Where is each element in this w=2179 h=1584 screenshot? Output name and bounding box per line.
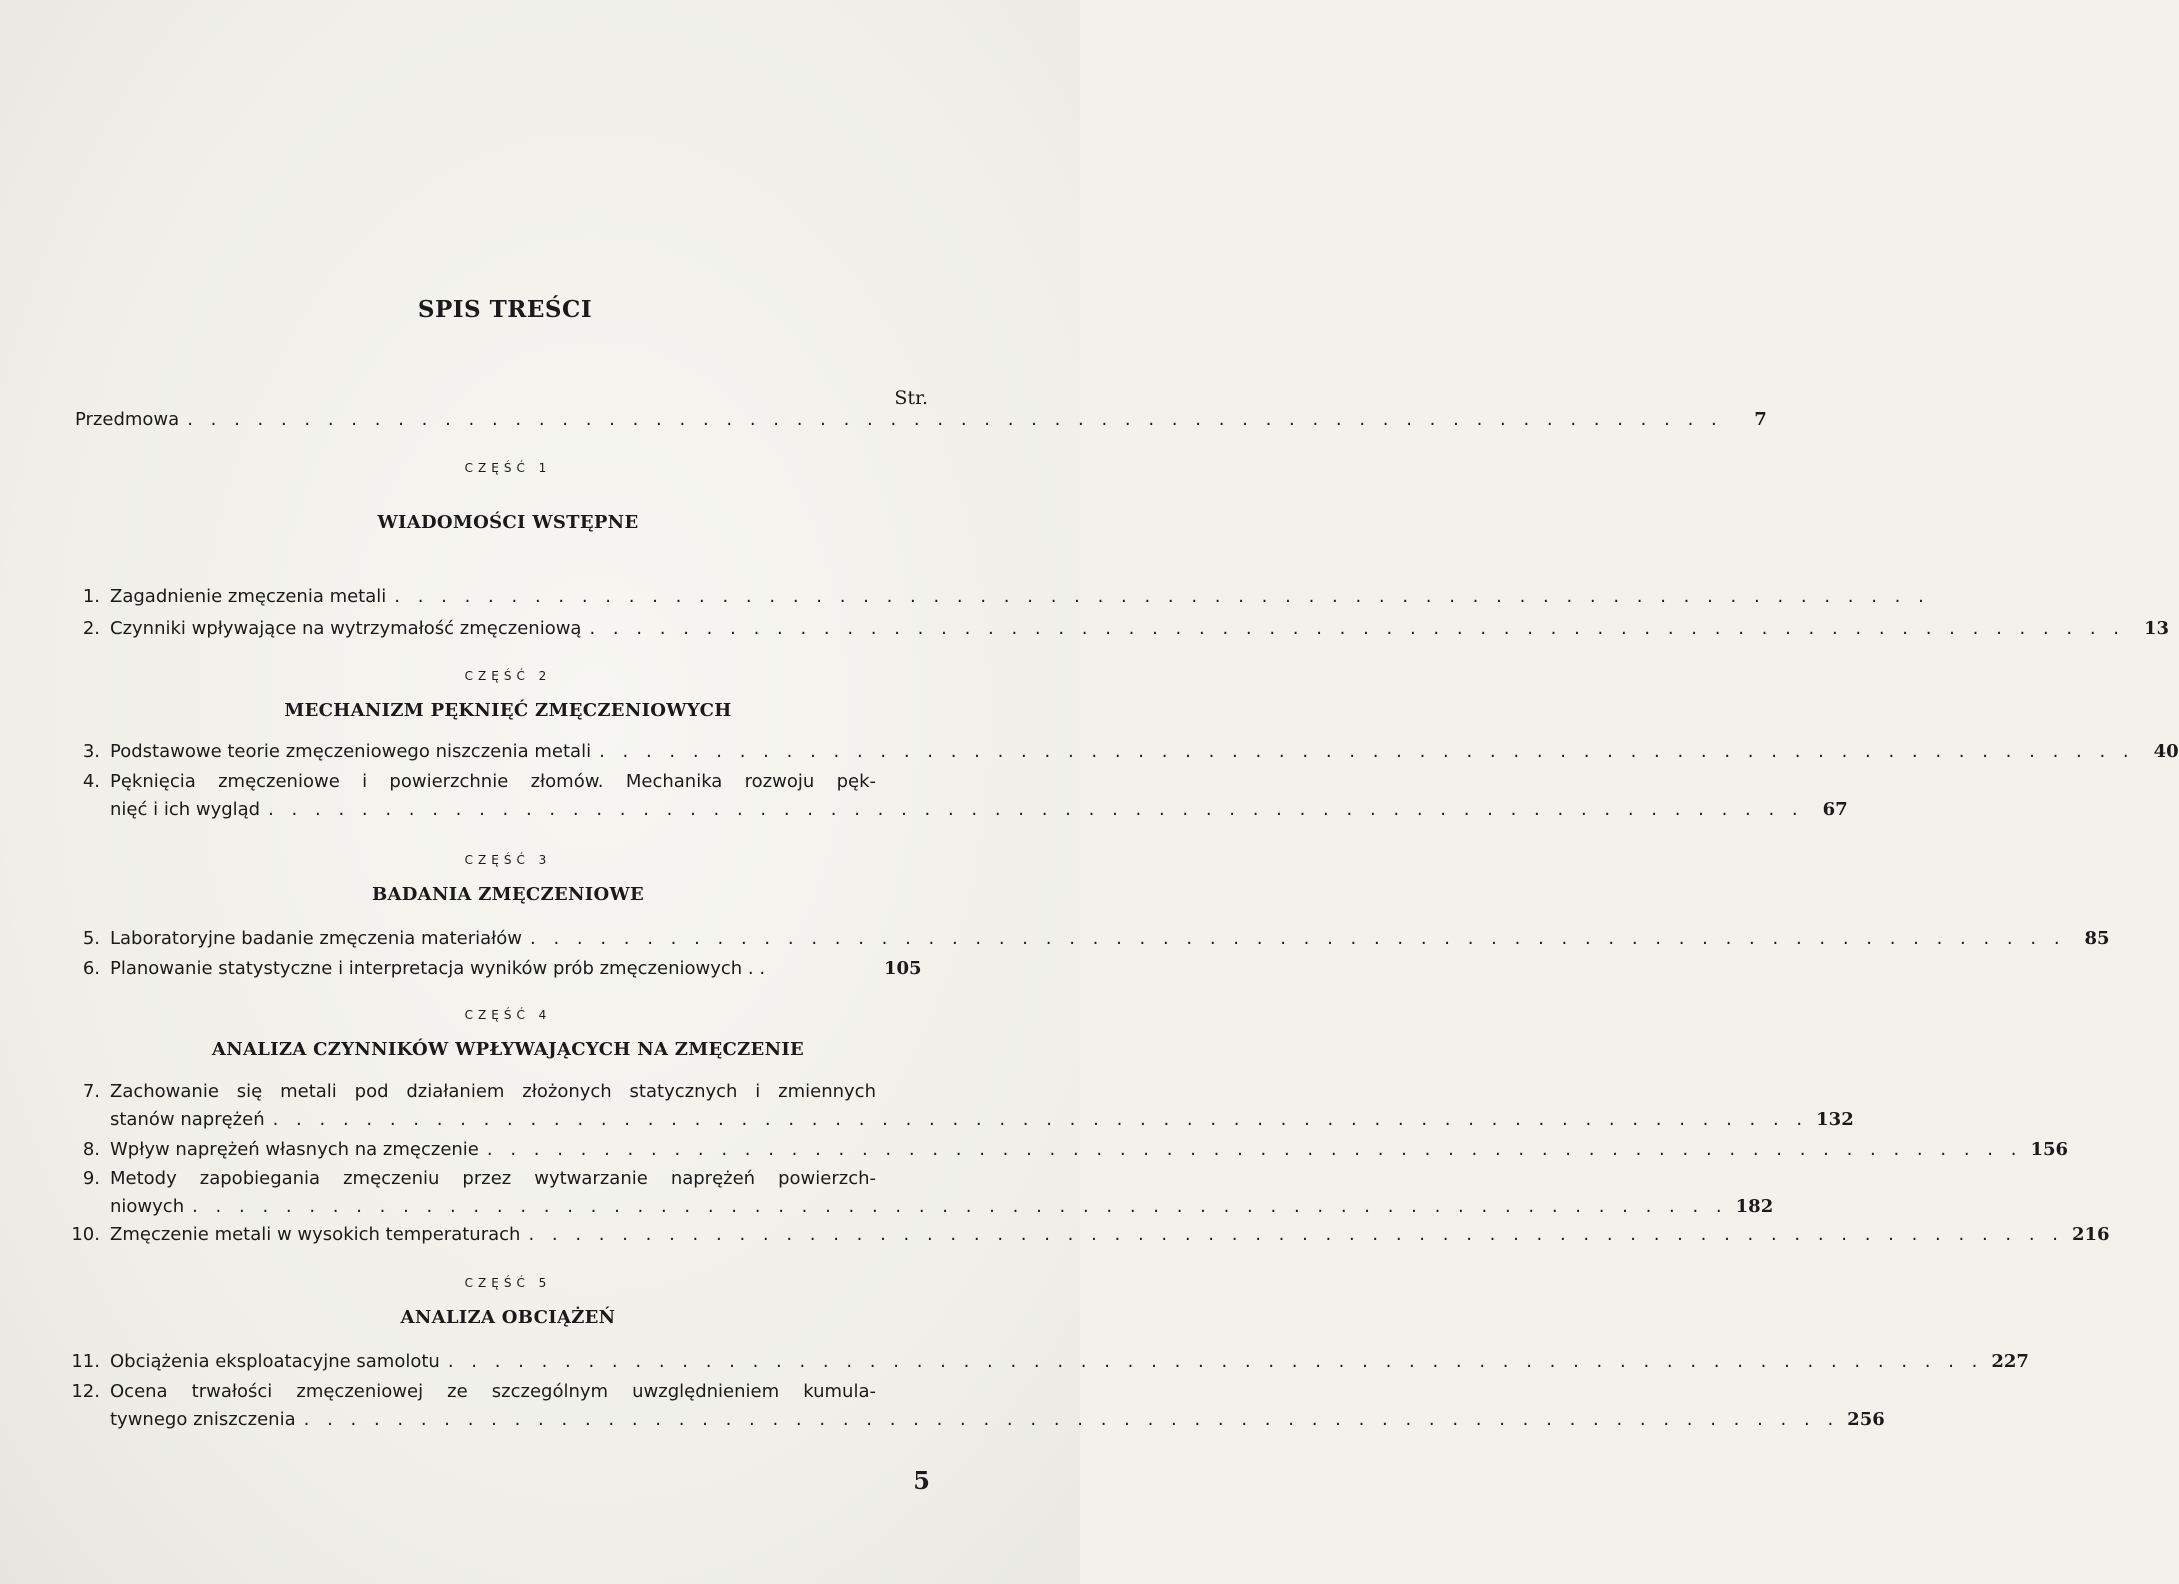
entry-page: 216	[2072, 1224, 2110, 1245]
leader-dots: . . . . . . . . . . . . . . . . . . . . . . . . . . . . . . . . . . . . . . . . . . . . . . . . . . . . . . . . . . . . . . . . . .	[447, 1351, 1984, 1372]
entry-text-continued: nięć i ich wygląd	[110, 799, 261, 820]
entry-number: 8.	[82, 1139, 100, 1160]
page-column-label: Str.	[894, 387, 928, 409]
entry-page: 156	[2030, 1139, 2069, 1160]
entry-text: Laboratoryjne badanie zmęczenia materiałów	[110, 928, 522, 949]
entry-text: Wpływ naprężeń własnych na zmęczenie	[110, 1139, 479, 1160]
entry-text-continued: stanów naprężeń	[110, 1109, 265, 1130]
entry-page: 67	[1822, 799, 1848, 820]
entry-text: Zagadnienie zmęczenia metali	[110, 586, 387, 607]
entry-text: Pęknięcia zmęczeniowe i powierzchnie złomów. Mechanika rozwoju pęk-	[110, 771, 876, 792]
page-title: SPIS TREŚCI	[417, 296, 593, 323]
part-label-5: CZĘŚĆ 5	[464, 1276, 552, 1290]
leader-dots: . . . . . . . . . . . . . . . . . . . . . . . . . . . . . . . . . . . . . . . . . . . . . . . . . . . . . . . . . . . . . . . . . .	[394, 586, 1930, 607]
part-title-3: BADANIA ZMĘCZENIOWE	[371, 884, 645, 905]
part-title-1: WIADOMOŚCI WSTĘPNE	[377, 512, 639, 533]
leader-dots: . . . . . . . . . . . . . . . . . . . . . . . . . . . . . . . . . . . . . . . . . . . . . . . . . . . . . . . . . . . . . . . . . .	[486, 1139, 2023, 1160]
leader-dots: . . . . . . . . . . . . . . . . . . . . . . . . . . . . . . . . . . . . . . . . . . . . . . . . . . . . . . . . . . . . . . . . . .	[268, 799, 1804, 820]
part-label-3: CZĘŚĆ 3	[464, 853, 552, 867]
entry-page: 132	[1816, 1109, 1854, 1130]
entry-text: Planowanie statystyczne i interpretacja wyników prób zmęczeniowych . .	[110, 958, 766, 979]
entry-page: 7	[1754, 409, 1767, 430]
part-label-2: CZĘŚĆ 2	[464, 669, 552, 683]
leader-dots: . . . . . . . . . . . . . . . . . . . . . . . . . . . . . . . . . . . . . . . . . . . . . . . . . . . . . . . . . . . . . . . . . .	[528, 1224, 2064, 1245]
entry-text: Podstawowe teorie zmęczeniowego niszczenia metali	[110, 741, 592, 762]
part-label-1: CZĘŚĆ 1	[464, 461, 552, 475]
entry-text: Obciążenia eksploatacyjne samolotu	[110, 1351, 440, 1372]
entry-text: Czynniki wpływające na wytrzymałość zmęczeniową	[110, 618, 582, 639]
entry-page: 85	[2084, 928, 2110, 949]
entry-number: 6.	[82, 958, 100, 979]
entry-page: 227	[1991, 1351, 2029, 1372]
entry-number: 11.	[71, 1351, 100, 1372]
entry-text: Zachowanie się metali pod działaniem złożonych statycznych i zmiennych	[110, 1081, 876, 1102]
entry-page: 105	[884, 958, 922, 979]
entry-number: 9.	[82, 1168, 100, 1189]
entry-number: 1.	[82, 586, 100, 607]
entry-text-continued: niowych	[110, 1196, 185, 1217]
entry-number: 5.	[82, 928, 100, 949]
entry-number: 3.	[82, 741, 100, 762]
entry-page: 13	[2143, 618, 2170, 639]
leader-dots: . . . . . . . . . . . . . . . . . . . . . . . . . . . . . . . . . . . . . . . . . . . . . . . . . . . . . . . . . . . . . . . . . .	[192, 1196, 1728, 1217]
leader-dots: . . . . . . . . . . . . . . . . . . . . . . . . . . . . . . . . . . . . . . . . . . . . . . . . . . . . . . . . . . . . . . . . . .	[599, 741, 2135, 762]
leader-dots: . . . . . . . . . . . . . . . . . . . . . . . . . . . . . . . . . . . . . . . . . . . . . . . . . . . . . . . . . . . . . . . . . .	[589, 618, 2126, 639]
entry-number: 12.	[71, 1381, 100, 1402]
entry-page: 182	[1735, 1196, 1774, 1217]
part-title-2: MECHANIZM PĘKNIĘĆ ZMĘCZENIOWYCH	[284, 700, 732, 721]
leader-dots: . . . . . . . . . . . . . . . . . . . . . . . . . . . . . . . . . . . . . . . . . . . . . . . . . . . . . . . . . . . . . . . . . .	[187, 409, 1723, 430]
entry-text: Ocena trwałości zmęczeniowej ze szczególnym uwzględnieniem kumula-	[110, 1381, 876, 1402]
entry-text-continued: tywnego zniszczenia	[110, 1409, 296, 1430]
entry-text: Przedmowa	[75, 409, 180, 430]
part-title-4: ANALIZA CZYNNIKÓW WPŁYWAJĄCYCH NA ZMĘCZENIE	[211, 1039, 805, 1060]
leader-dots: . . . . . . . . . . . . . . . . . . . . . . . . . . . . . . . . . . . . . . . . . . . . . . . . . . . . . . . . . . . . . . . . . .	[303, 1409, 1840, 1430]
entry-number: 4.	[82, 771, 100, 792]
leader-dots: . . . . . . . . . . . . . . . . . . . . . . . . . . . . . . . . . . . . . . . . . . . . . . . . . . . . . . . . . . . . . . . . . .	[530, 928, 2066, 949]
entry-number: 10.	[71, 1224, 100, 1245]
entry-page: 40	[2153, 741, 2179, 762]
entry-page: 256	[1847, 1409, 1885, 1430]
entry-number: 7.	[82, 1081, 100, 1102]
leader-dots: . . . . . . . . . . . . . . . . . . . . . . . . . . . . . . . . . . . . . . . . . . . . . . . . . . . . . . . . . . . . . . . . . .	[272, 1109, 1809, 1130]
part-title-5: ANALIZA OBCIĄŻEŃ	[400, 1307, 616, 1328]
entry-text: Zmęczenie metali w wysokich temperaturach	[110, 1224, 521, 1245]
entry-text: Metody zapobiegania zmęczeniu przez wytwarzanie naprężeń powierzch-	[110, 1168, 876, 1189]
entry-number: 2.	[82, 618, 100, 639]
part-label-4: CZĘŚĆ 4	[464, 1008, 552, 1022]
page-number: 5	[913, 1466, 930, 1495]
